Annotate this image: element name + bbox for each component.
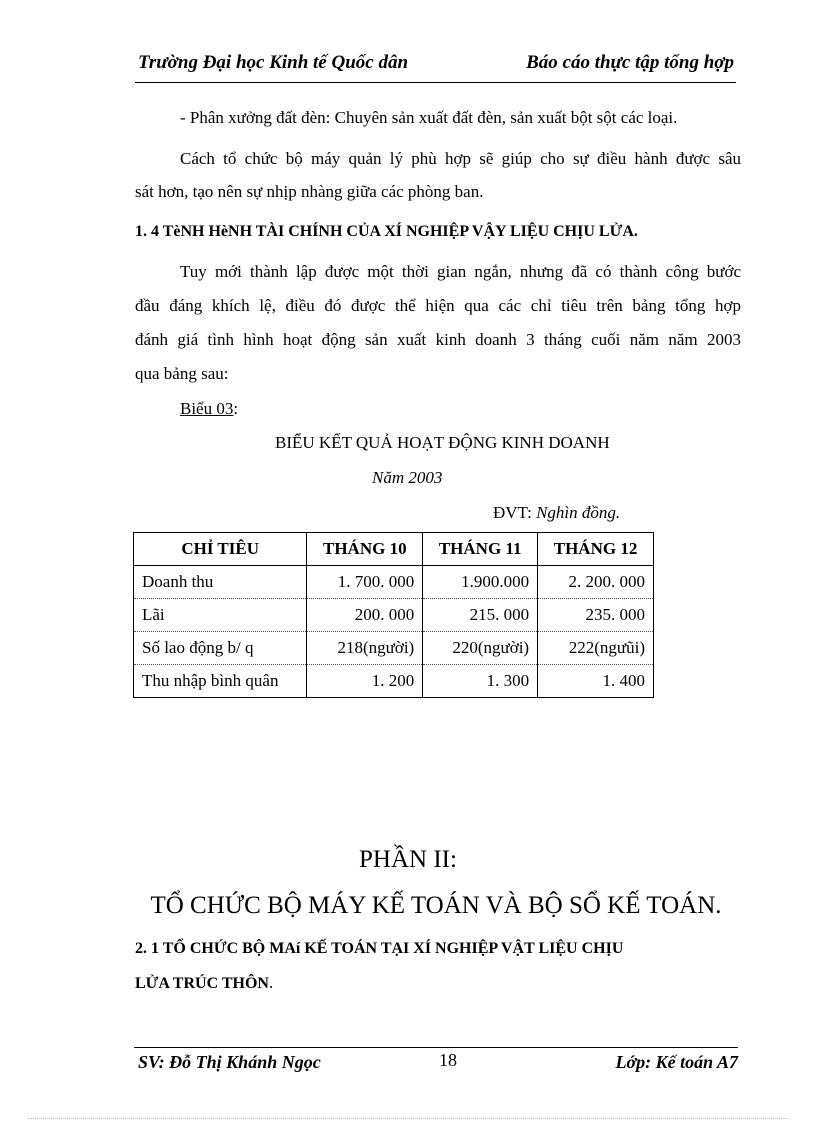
page-bottom-dotted-rule xyxy=(28,1118,788,1119)
cell-value: 1. 300 xyxy=(423,665,538,698)
unit-value: Nghìn đồng. xyxy=(536,503,621,522)
table-row xyxy=(134,566,654,599)
cell-value: 200. 000 xyxy=(307,599,423,632)
header-cell-month-12: THÁNG 12 xyxy=(538,533,654,566)
row-label: Doanh thu xyxy=(134,566,307,599)
paragraph-finance-line4: qua bảng sau: xyxy=(135,364,229,383)
section-heading-2-1-line2 xyxy=(135,966,273,1000)
table-row xyxy=(134,599,654,632)
paragraph-org-line1: Cách tổ chức bộ máy quản lý phù hợp sẽ giúp cho sự điều hành được sâu xyxy=(180,149,741,168)
cell-value: 2. 200. 000 xyxy=(538,566,654,599)
paragraph-finance-line2: đầu đáng khích lệ, điều đó được thể hiện qua các chỉ tiêu trên bảng tổng hợp xyxy=(135,296,741,315)
table-title: BIỂU KẾT QUẢ HOẠT ĐỘNG KINH DOANH xyxy=(275,433,610,452)
cell-value: 222(ngưũi) xyxy=(538,632,654,665)
paragraph-org-line2: sát hơn, tạo nên sự nhịp nhàng giữa các phòng ban. xyxy=(135,182,484,201)
cell-value: 235. 000 xyxy=(538,599,654,632)
unit-prefix: ĐVT: xyxy=(493,503,537,522)
section-heading-1-4: 1. 4 TèNH HèNH TÀI CHÍNH CỦA XÍ NGHIỆP VẬY LIỆU CHỊU LỬA. xyxy=(135,223,638,240)
paragraph-finance-line3: đánh giá tình hình hoạt động sản xuất kinh doanh 3 tháng cuối năm năm 2003 xyxy=(135,330,741,349)
header-cell-month-10: THÁNG 10 xyxy=(307,533,423,566)
cell-value: 1. 200 xyxy=(307,665,423,698)
page-header xyxy=(135,52,736,83)
cell-value: 220(người) xyxy=(423,632,538,665)
row-label: Số lao động b/ q xyxy=(134,632,307,665)
bieu-label-colon: : xyxy=(233,399,239,418)
bieu-label-text: Biểu 03 xyxy=(180,399,234,418)
footer-page-number: 18 xyxy=(439,1050,457,1070)
table-header-row xyxy=(134,533,654,566)
unit-note xyxy=(493,496,620,529)
table-row xyxy=(134,632,654,665)
footer-student: SV: Đỗ Thị Khánh Ngọc xyxy=(138,1052,321,1072)
table-year: Năm 2003 xyxy=(372,468,443,487)
table-row xyxy=(134,665,654,698)
part-subtitle: TỔ CHỨC BỘ MÁY KẾ TOÁN VÀ BỘ SỔ KẾ TOÁN. xyxy=(150,892,722,919)
business-results-table xyxy=(133,532,654,698)
paragraph-finance-line1: Tuy mới thành lập được một thời gian ngắn, nhưng đã có thành công bước xyxy=(180,262,741,281)
section-heading-2-1-period: . xyxy=(268,973,274,992)
cell-value: 1. 700. 000 xyxy=(307,566,423,599)
header-cell-indicator: CHỈ TIÊU xyxy=(134,533,307,566)
section-heading-2-1-line1: 2. 1 TỔ CHỨC BỘ MAí KẾ TOÁN TẠI XÍ NGHIỆP VẬT LIỆU CHỊU xyxy=(135,940,624,957)
cell-value: 215. 000 xyxy=(423,599,538,632)
header-report-title: Báo cáo thực tập tổng hợp xyxy=(526,52,734,73)
cell-value: 218(người) xyxy=(307,632,423,665)
row-label: Lãi xyxy=(134,599,307,632)
footer-class: Lớp: Kế toán A7 xyxy=(615,1052,738,1072)
cell-value: 1.900.000 xyxy=(423,566,538,599)
section-heading-2-1-text: LỬA TRÚC THÔN xyxy=(135,975,269,992)
page-footer xyxy=(134,1047,738,1074)
part-title: PHẦN II: xyxy=(359,846,457,873)
bieu-label xyxy=(180,392,238,425)
row-label: Thu nhập bình quân xyxy=(134,665,307,698)
paragraph-workshop: - Phân xưởng đất đèn: Chuyên sản xuất đất đèn, sản xuất bột sột các loại. xyxy=(180,108,678,127)
cell-value: 1. 400 xyxy=(538,665,654,698)
header-cell-month-11: THÁNG 11 xyxy=(423,533,538,566)
header-school: Trường Đại học Kinh tế Quốc dân xyxy=(138,52,409,73)
